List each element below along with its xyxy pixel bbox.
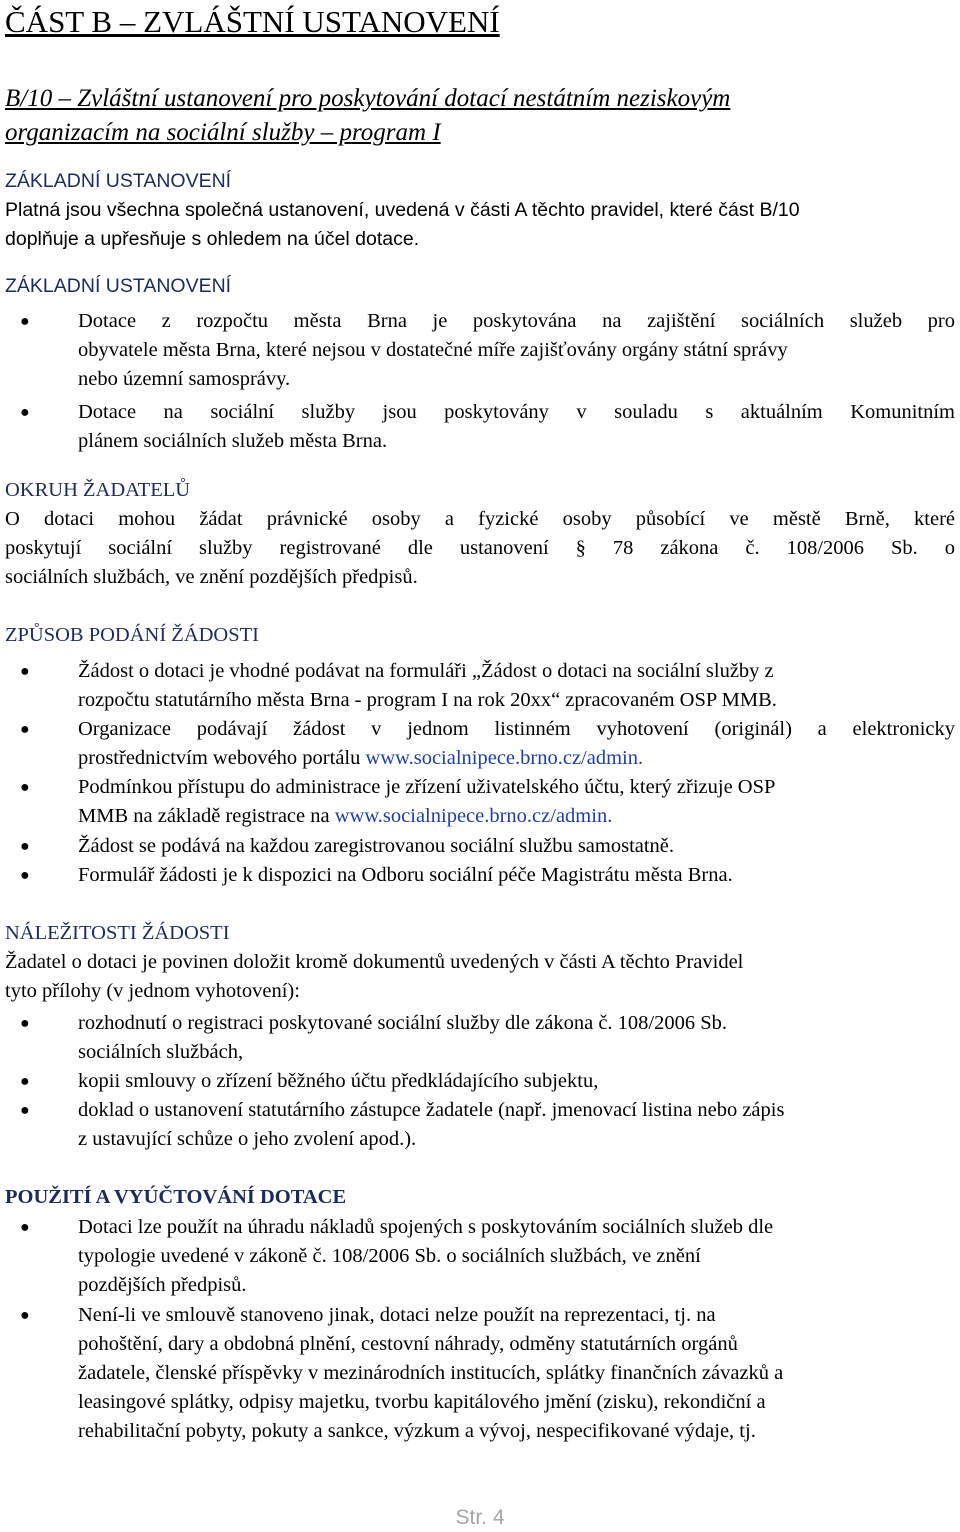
section-title-line: organizacím na sociální služby – program I [5, 119, 441, 146]
list-item-line: typologie uvedené v zákoně č. 108/2006 Sb. o sociálních službách, ve znění [78, 1245, 701, 1267]
submission-section [5, 621, 955, 890]
list-item [5, 1067, 955, 1096]
bullet-icon: ● [20, 1015, 30, 1032]
list-item-line: rozpočtu statutárního města Brna - program I na rok 20xx“ zpracovaném OSP MMB. [78, 689, 777, 711]
bullet-icon: ● [20, 313, 30, 330]
list-item-line: nebo územní samosprávy. [78, 368, 291, 390]
paragraph-line: tyto přílohy (v jednom vyhotovení): [5, 980, 300, 1002]
list-item-line: obyvatele města Brna, které nejsou v dostatečné míře zajišťovány orgány státní správy [78, 339, 788, 361]
paragraph-line: doplňuje a upřesňuje s ohledem na účel dotace. [5, 228, 420, 250]
list-item-line: žadatele, členské příspěvky v mezinárodních institucích, splátky finančních závazků a [78, 1362, 784, 1384]
list-item-line: Podmínkou přístupu do administrace je zřízení uživatelského účtu, který zřizuje OSP [78, 776, 776, 798]
section-heading: OKRUH ŽADATELŮ [5, 479, 191, 501]
registration-link[interactable]: www.socialnipece.brno.cz/admin. [334, 805, 613, 827]
list-item-line: leasingové splátky, odpisy majetku, tvorbu kapitálového jmění (zisku), rekondiční a [78, 1391, 766, 1413]
section-heading: ZPŮSOB PODÁNÍ ŽÁDOSTI [5, 624, 259, 646]
list-item [5, 715, 955, 773]
section-title-line: B/10 – Zvláštní ustanovení pro poskytování dotací nestátním neziskovým [5, 85, 731, 112]
list-item [5, 832, 955, 861]
bullet-icon: ● [20, 721, 30, 738]
bullet-icon: ● [20, 663, 30, 680]
paragraph-line: poskytují sociální služby registrované dle ustanovení § 78 zákona č. 108/2006 Sb. o [5, 537, 955, 559]
list-item-line: Není-li ve smlouvě stanoveno jinak, dotaci nelze použít na reprezentaci, tj. na [78, 1304, 716, 1326]
list-item-text: prostřednictvím webového portálu [78, 747, 361, 769]
list-item-line: Dotaci lze použít na úhradu nákladů spojených s poskytováním sociálních služeb dle [78, 1216, 774, 1238]
list-item-line: Dotace z rozpočtu města Brna je poskytována na zajištění sociálních služeb pro [78, 310, 955, 332]
page-number: Str. 4 [455, 1506, 505, 1529]
list-item-line: plánem sociálních služeb města Brna. [78, 430, 388, 452]
section-heading: ZÁKLADNÍ USTANOVENÍ [5, 170, 232, 192]
paragraph-line: Platná jsou všechna společná ustanovení, uvedená v části A těchto pravidel, které část B/10 [5, 199, 800, 221]
bullet-icon: ● [20, 779, 30, 796]
paragraph-line: O dotaci mohou žádat právnické osoby a fyzické osoby působící ve městě Brně, které [5, 508, 955, 530]
list-item [5, 1009, 955, 1067]
list-item-line [78, 802, 955, 831]
bullet-icon: ● [20, 1102, 30, 1119]
list-item-line: Žádost se podává na každou zaregistrovanou sociální službu samostatně. [78, 835, 675, 857]
section-heading: POUŽITÍ A VYÚČTOVÁNÍ DOTACE [5, 1186, 347, 1208]
list-item-line [78, 744, 955, 773]
usage-settlement-section [5, 1183, 955, 1446]
list-item-text: MMB na základě registrace na [78, 805, 330, 827]
requirements-section [5, 919, 955, 1154]
list-item-line: Organizace podávají žádost v jednom listinném vyhotovení (originál) a elektronicky [78, 718, 955, 740]
list-item-line: Formulář žádosti je k dispozici na Odboru sociální péče Magistrátu města Brna. [78, 864, 733, 886]
portal-link[interactable]: www.socialnipece.brno.cz/admin. [365, 747, 644, 769]
list-item [5, 657, 955, 715]
list-item-line: pohoštění, dary a obdobná plnění, cestovní náhrady, odměny statutárních orgánů [78, 1333, 738, 1355]
section-title [5, 82, 955, 150]
list-item-line: z ustavující schůze o jeho zvolení apod.). [78, 1128, 417, 1150]
general-provisions-section [5, 167, 955, 254]
bullet-icon: ● [20, 404, 30, 421]
applicants-section [5, 476, 955, 592]
document-page [5, 0, 955, 1446]
bullet-icon: ● [20, 838, 30, 855]
list-item [5, 398, 955, 456]
bullet-list [5, 657, 955, 890]
section-heading: NÁLEŽITOSTI ŽÁDOSTI [5, 922, 230, 944]
bullet-list [5, 1213, 955, 1446]
bullet-list [5, 307, 955, 456]
list-item [5, 307, 955, 394]
basic-provisions-section [5, 272, 955, 456]
list-item [5, 1213, 955, 1300]
list-item-line: Dotace na sociální služby jsou poskytovány v souladu s aktuálním Komunitním [78, 401, 955, 423]
list-item-line: doklad o ustanovení statutárního zástupce žadatele (např. jmenovací listina nebo zápis [78, 1099, 785, 1121]
bullet-icon: ● [20, 1307, 30, 1324]
list-item [5, 1096, 955, 1154]
list-item-line: Žádost o dotaci je vhodné podávat na formuláři „Žádost o dotaci na sociální služby z [78, 660, 774, 682]
part-title: ČÁST B – ZVLÁŠTNÍ USTANOVENÍ [5, 4, 500, 39]
bullet-icon: ● [20, 1219, 30, 1236]
list-item-line: kopii smlouvy o zřízení běžného účtu předkládajícího subjektu, [78, 1070, 599, 1092]
list-item [5, 773, 955, 831]
section-heading: ZÁKLADNÍ USTANOVENÍ [5, 275, 232, 297]
list-item [5, 861, 955, 890]
paragraph-line: Žadatel o dotaci je povinen doložit kromě dokumentů uvedených v části A těchto Pravidel [5, 951, 744, 973]
paragraph-line: sociálních službách, ve znění pozdějších předpisů. [5, 566, 418, 588]
list-item-line: sociálních službách, [78, 1041, 244, 1063]
list-item-line: rehabilitační pobyty, pokuty a sankce, výzkum a vývoj, nespecifikované výdaje, tj. [78, 1420, 756, 1442]
bullet-icon: ● [20, 1073, 30, 1090]
list-item-line: rozhodnutí o registraci poskytované sociální služby dle zákona č. 108/2006 Sb. [78, 1012, 728, 1034]
list-item [5, 1301, 955, 1446]
bullet-list [5, 1009, 955, 1154]
list-item-line: pozdějších předpisů. [78, 1274, 247, 1296]
bullet-icon: ● [20, 867, 30, 884]
